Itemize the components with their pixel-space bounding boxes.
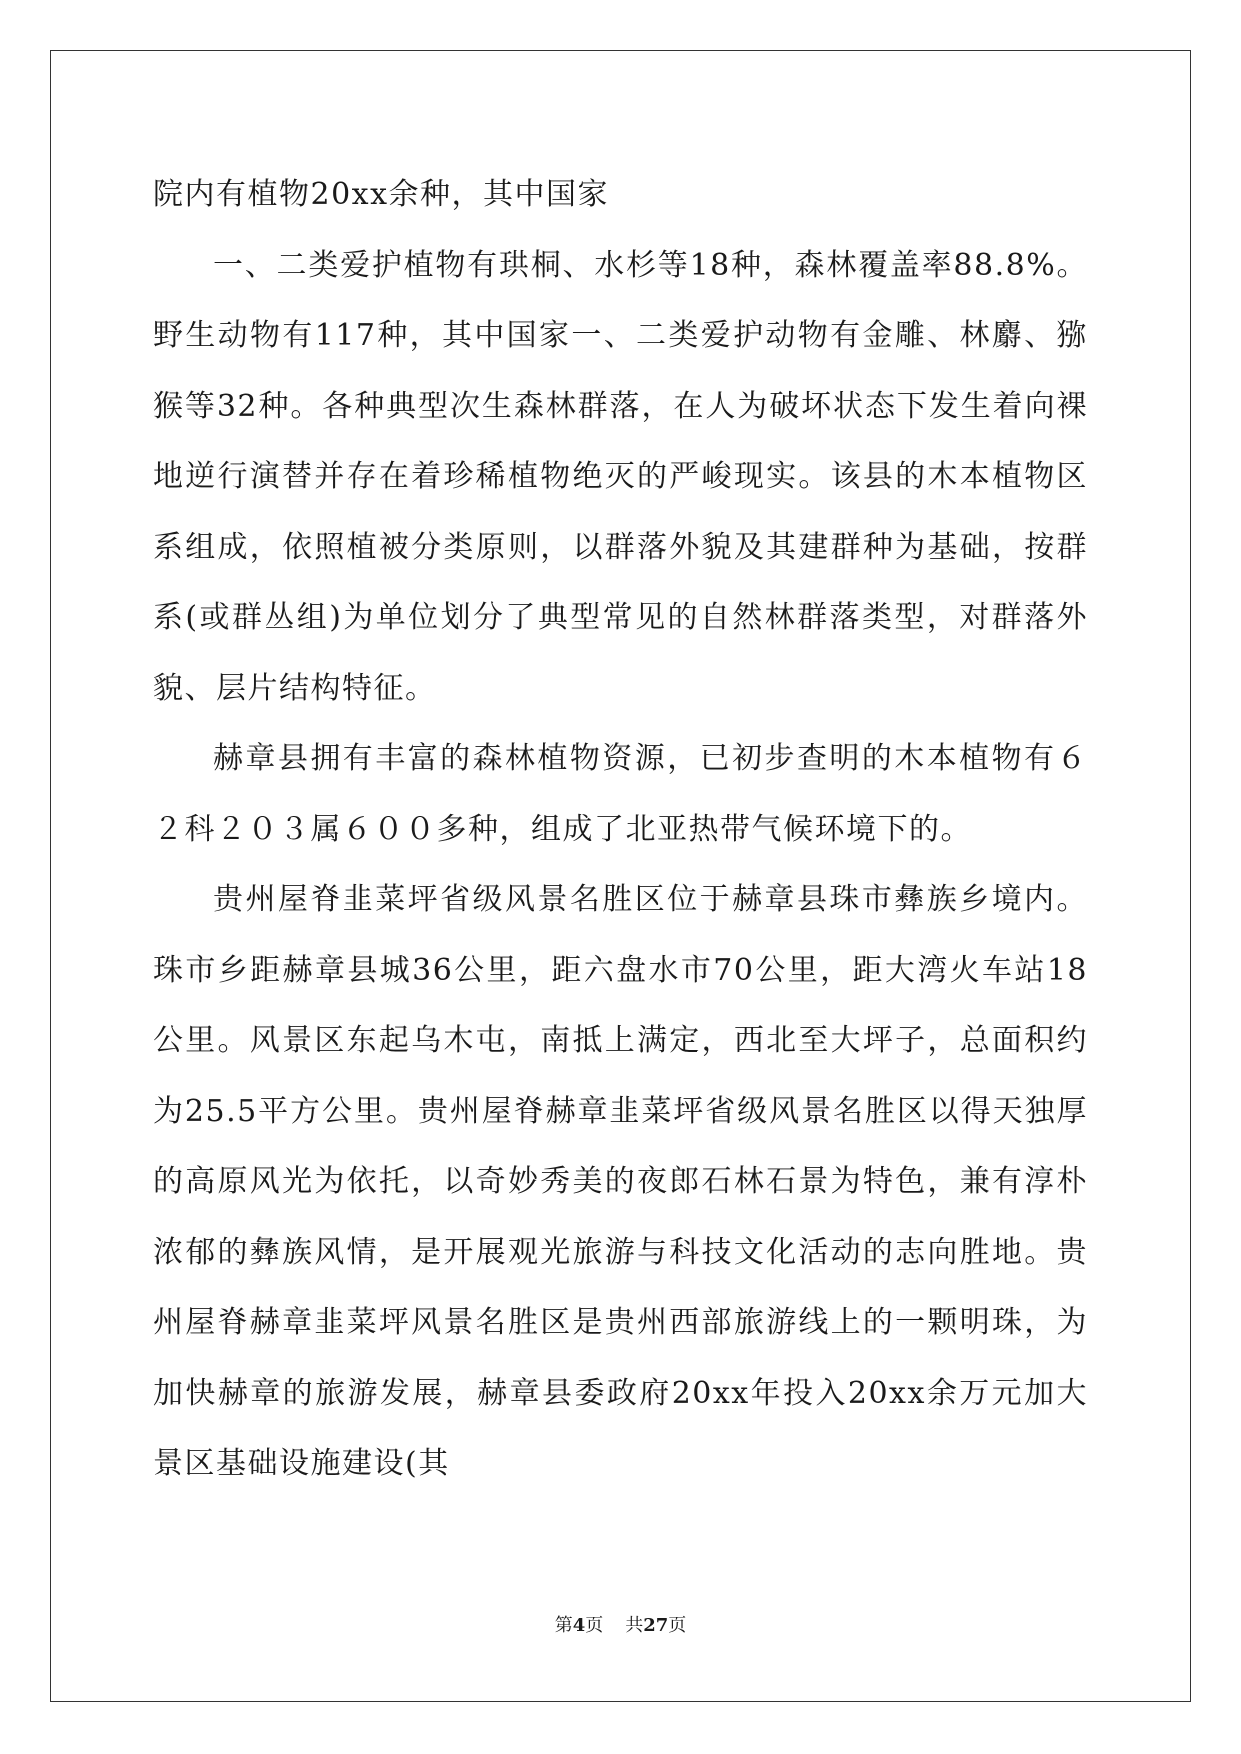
page-total-suffix: 页 <box>668 1615 687 1636</box>
page-number-suffix: 页 <box>585 1615 604 1636</box>
document-body <box>153 160 1088 1500</box>
page-total-prefix: 共 <box>625 1615 644 1636</box>
page-number-current: 4 <box>572 1615 586 1636</box>
paragraph-1: 院内有植物20xx余种，其中国家 <box>153 177 610 212</box>
page-number-total: 27 <box>643 1615 669 1636</box>
paragraph-3: 赫章县拥有丰富的森林植物资源，已初步查明的木本植物有６２科２０３属６００多种，组成了北亚热带气候环境下的。 <box>153 741 1088 847</box>
paragraph-4: 贵州屋脊韭菜坪省级风景名胜区位于赫章县珠市彝族乡境内。珠市乡距赫章县城36公里，距六盘水市70公里，距大湾火车站18公里。风景区东起乌木屯，南抵上满定，西北至大坪子，总面积约为25.5平方公里。贵州屋脊赫章韭菜坪省级风景名胜区以得天独厚的高原风光为依托，以奇妙秀美的夜郎石林石景为特色，兼有淳朴浓郁的彝族风情，是开展观光旅游与科技文化活动的志向胜地。贵州屋脊赫章韭菜坪风景名胜区是贵州西部旅游线上的一颗明珠，为加快赫章的旅游发展，赫章县委政府20xx年投入20xx余万元加大景区基础设施建设(其 <box>153 882 1088 1481</box>
paragraph-2: 一、二类爱护植物有珙桐、水杉等18种，森林覆盖率88.8%。野生动物有117种，其中国家一、二类爱护动物有金雕、林麝、猕猴等32种。各种典型次生森林群落，在人为破坏状态下发生着向裸地逆行演替并存在着珍稀植物绝灭的严峻现实。该县的木本植物区系组成，依照植被分类原则，以群落外貌及其建群种为基础，按群系(或群丛组)为单位划分了典型常见的自然林群落类型，对群落外貌、层片结构特征。 <box>153 247 1088 706</box>
page-number-prefix: 第 <box>554 1615 573 1636</box>
page-footer <box>0 1611 1241 1637</box>
